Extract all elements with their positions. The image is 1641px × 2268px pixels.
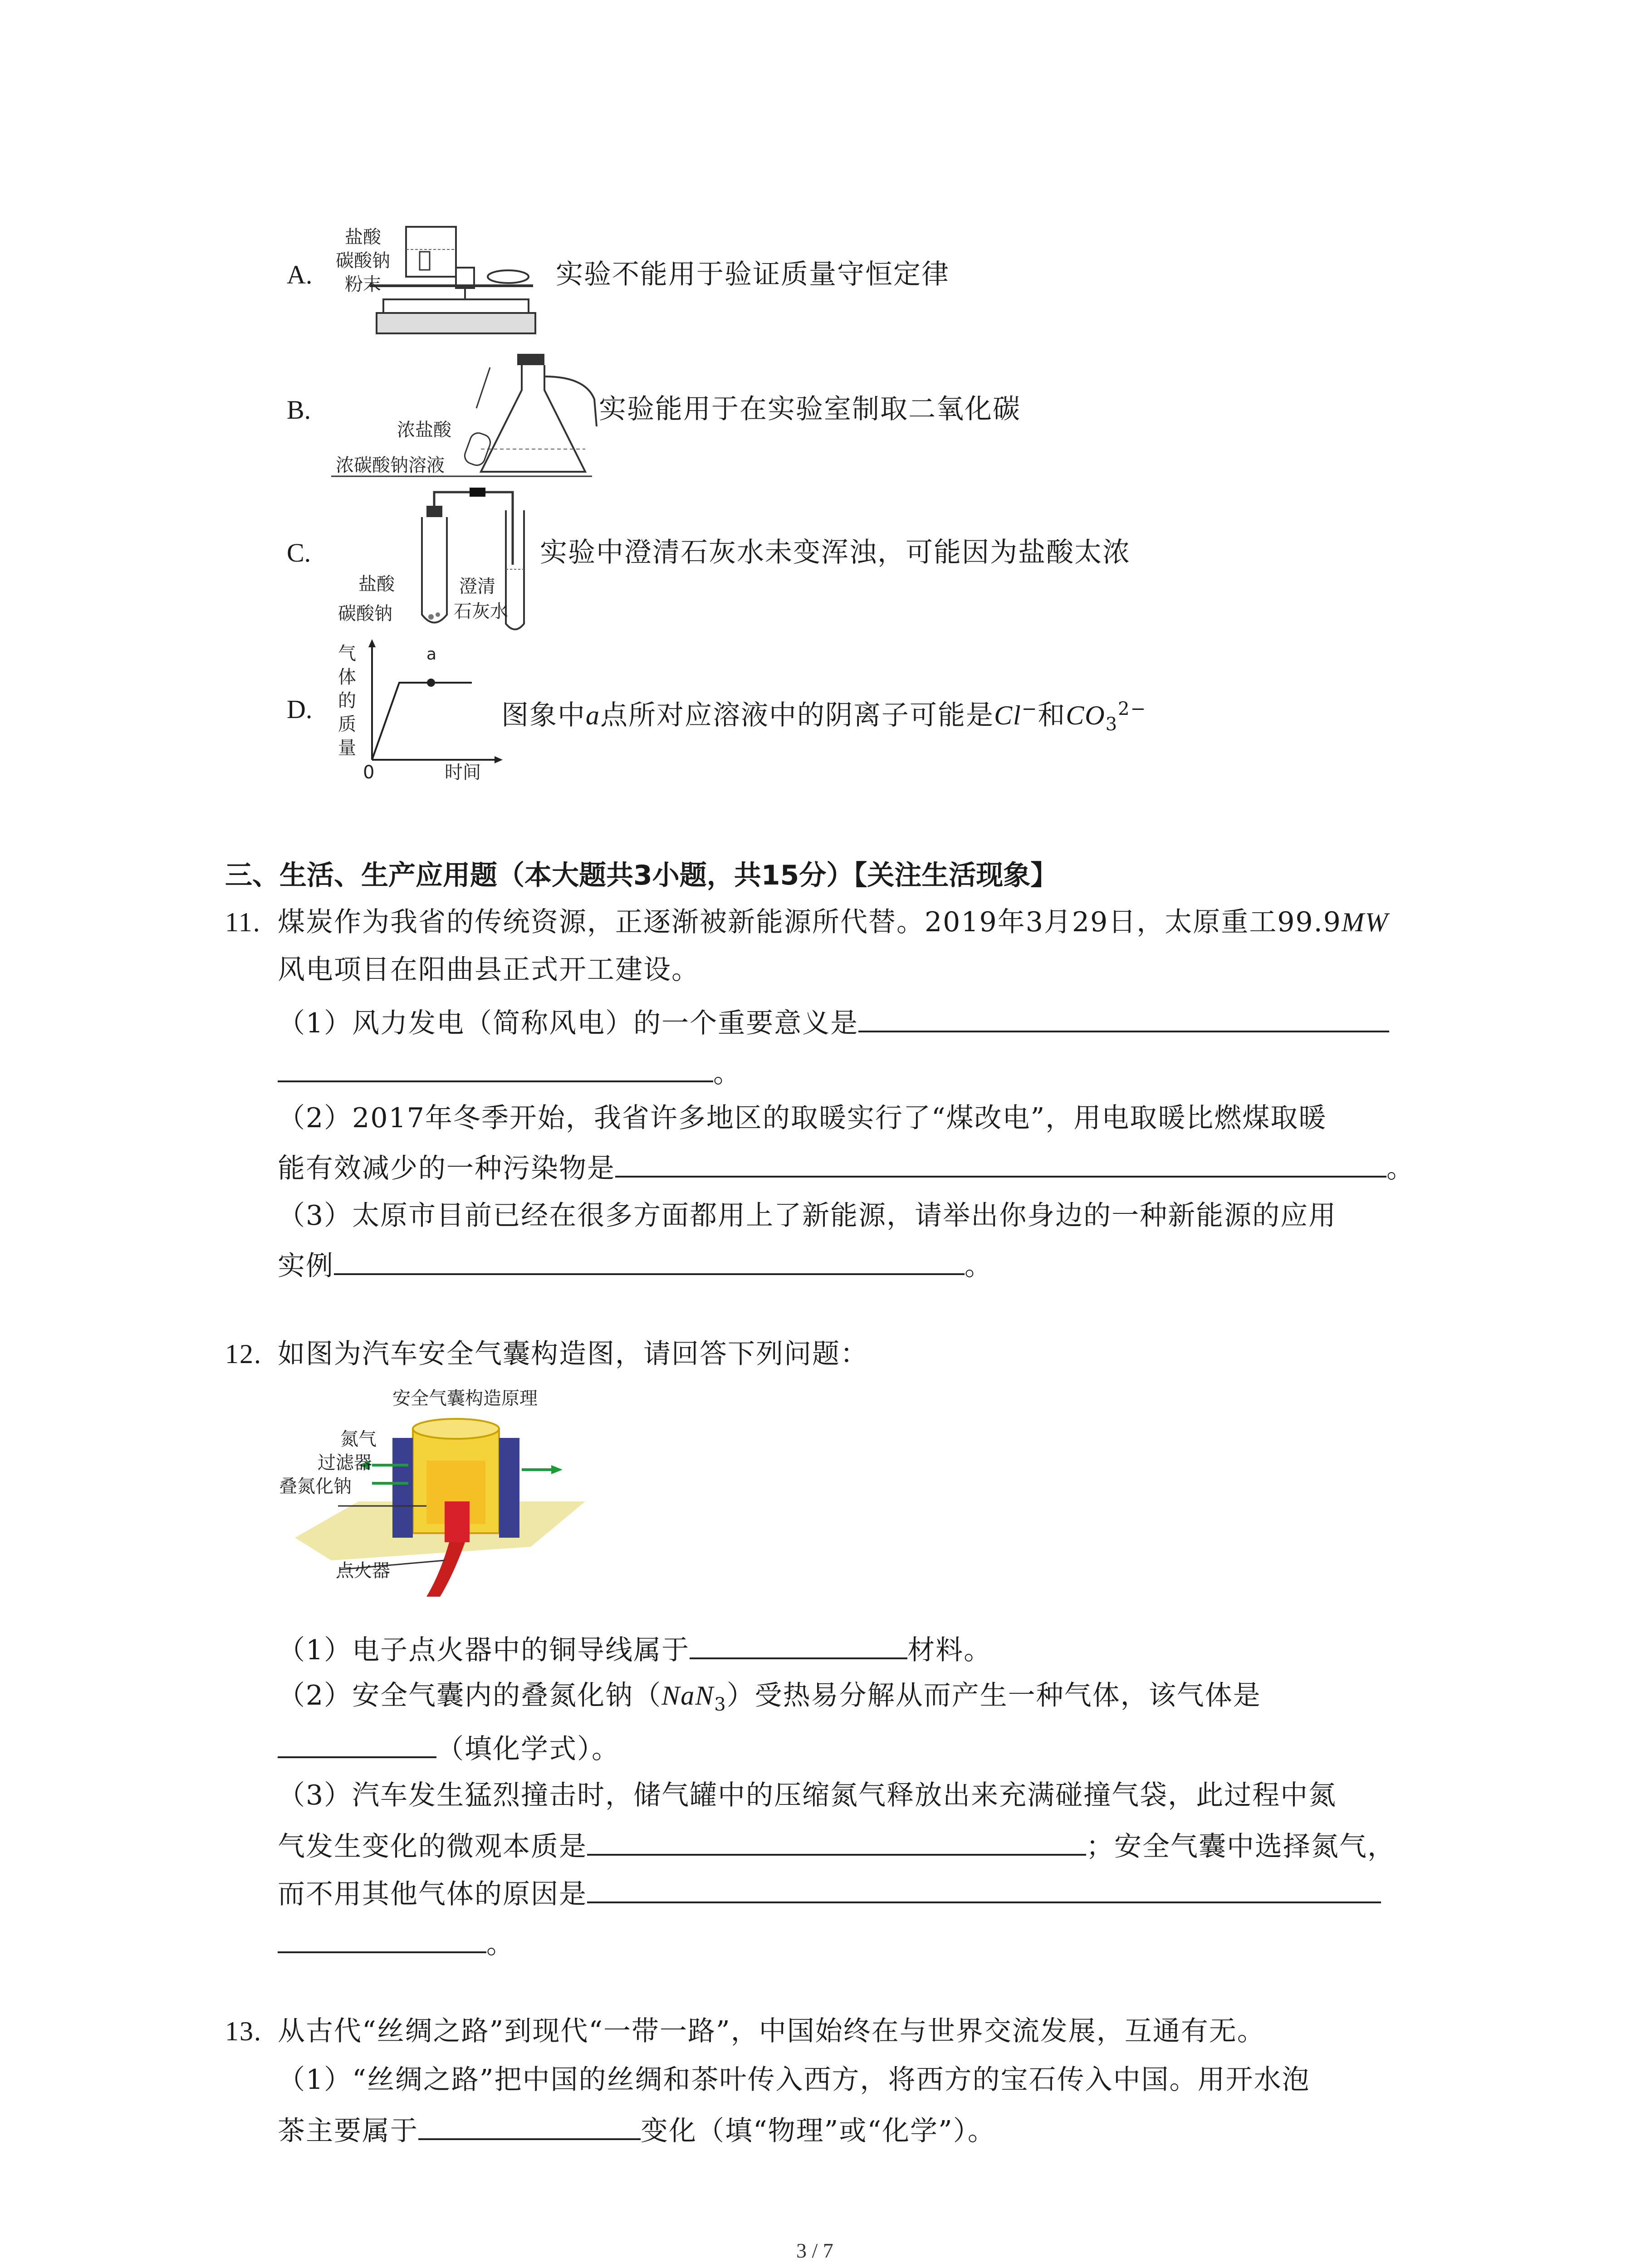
graph-ylabel: 气 体 的 质 量 — [338, 643, 356, 758]
q12-part2-blank[interactable] — [278, 1728, 436, 1758]
q13-number: 13. — [225, 2016, 262, 2046]
q11-part1: （1）风力发电（简称风电）的一个重要意义是 — [278, 1002, 1389, 1041]
q11-part1-blank[interactable] — [858, 1002, 1389, 1032]
q11-part2-line1: （2）2017年冬季开始，我省许多地区的取暖实行了“煤改电”，用电取暖比燃煤取暖 — [278, 1102, 1327, 1134]
q12-part3-line3: 而不用其他气体的原因是 — [278, 1873, 1381, 1912]
option-c-letter: C. — [287, 538, 311, 567]
q13-stem: 从古代“丝绸之路”到现代“一带一路”，中国始终在与世界交流发展，互通有无。 — [278, 2015, 1265, 2047]
q11-stem-line2: 风电项目在阳曲县正式开工建设。 — [278, 954, 700, 986]
option-a-text: 实验不能用于验证质量守恒定律 — [556, 259, 950, 290]
q12-part3-blank-2[interactable] — [587, 1873, 1381, 1903]
graph-origin: 0 — [363, 762, 375, 783]
label-limewater-2-c: 石灰水 — [454, 601, 508, 622]
label-powder-a: 粉末 — [345, 274, 381, 295]
label-igniter: 点火器 — [336, 1560, 390, 1581]
q13-part1-line2: 茶主要属于 变化（填“物理”或“化学”）。 — [278, 2110, 996, 2149]
label-filter: 过滤器 — [318, 1452, 372, 1473]
label-na2co3-a: 碳酸钠 — [336, 250, 390, 271]
q12-part3-line4: 。 — [278, 1923, 514, 1962]
q11-part1-blank-cont[interactable] — [278, 1052, 713, 1082]
point-a-marker — [427, 679, 435, 687]
option-a-letter: A. — [287, 260, 313, 289]
section3-heading: 三、生活、生产应用题（本大题共3小题，共15分）【关注生活现象】 — [225, 860, 1058, 891]
q12-part2-line2: （填化学式）。 — [278, 1728, 620, 1767]
label-limewater-1-c: 澄清 — [459, 576, 495, 597]
q11-part3-line2: 实例 。 — [278, 1245, 993, 1284]
q11-part3-line1: （3）太原市目前已经在很多方面都用上了新能源，请举出你身边的一种新能源的应用 — [278, 1200, 1337, 1232]
q12-part3-blank-3[interactable] — [278, 1923, 486, 1953]
q11-part1-cont: 。 — [278, 1052, 741, 1091]
q13-part1-blank[interactable] — [418, 2110, 641, 2140]
label-sodium-azide: 叠氮化钠 — [279, 1476, 352, 1497]
option-d-text: 图象中a点所对应溶液中的阴离子可能是Cl−和$CO_3^{2-}$ — [501, 699, 1146, 735]
q12-stem: 如图为汽车安全气囊构造图，请回答下列问题： — [278, 1338, 868, 1370]
option-d-letter: D. — [287, 694, 313, 724]
page-number: 3 / 7 — [796, 2239, 833, 2262]
option-b-text: 实验能用于在实验室制取二氧化碳 — [599, 393, 1021, 425]
q11-part2-line2: 能有效减少的一种污染物是 。 — [278, 1148, 1415, 1187]
q12-part2-line1: （2）安全气囊内的叠氮化钠（NaN$_3$）受热易分解从而产生一种气体，该气体是 — [278, 1680, 1261, 1715]
option-b-letter: B. — [287, 395, 311, 425]
q12-part3-blank-1[interactable] — [587, 1826, 1086, 1856]
q12-part3-line2: 气发生变化的微观本质是 ；安全气囊中选择氮气， — [278, 1826, 1396, 1865]
q12-part1-blank[interactable] — [690, 1629, 907, 1659]
q12-part1: （1）电子点火器中的铜导线属于 材料。 — [278, 1629, 992, 1668]
label-hcl-a: 盐酸 — [345, 227, 381, 248]
label-nitrogen: 氮气 — [340, 1429, 377, 1450]
graph-xlabel: 时间 — [445, 762, 481, 783]
label-hcl-c: 盐酸 — [358, 574, 395, 595]
q12-number: 12. — [225, 1339, 262, 1369]
option-c-text: 实验中澄清石灰水未变浑浊，可能因为盐酸太浓 — [540, 537, 1131, 568]
graph-point-a-label: a — [426, 645, 437, 664]
q11-number: 11. — [225, 907, 261, 937]
q12-part3-line1: （3）汽车发生猛烈撞击时，储气罐中的压缩氮气释放出来充满碰撞气袋，此过程中氮 — [278, 1779, 1337, 1811]
label-na2co3-c: 碳酸钠 — [338, 603, 392, 624]
q11-stem-line1: 煤炭作为我省的传统资源，正逐渐被新能源所代替。2019年3月29日，太原重工99.9MW — [278, 906, 1389, 938]
airbag-figure-title: 安全气囊构造原理 — [392, 1388, 538, 1409]
q13-part1-line1: （1）“丝绸之路”把中国的丝绸和茶叶传入西方，将西方的宝石传入中国。用开水泡 — [278, 2064, 1310, 2096]
label-na2co3-solution-b: 浓碳酸钠溶液 — [336, 455, 445, 476]
label-conc-hcl-b: 浓盐酸 — [397, 420, 451, 440]
q11-part2-blank[interactable] — [615, 1148, 1386, 1178]
airbag-figure — [277, 1411, 594, 1601]
q11-part3-blank[interactable] — [334, 1245, 965, 1275]
